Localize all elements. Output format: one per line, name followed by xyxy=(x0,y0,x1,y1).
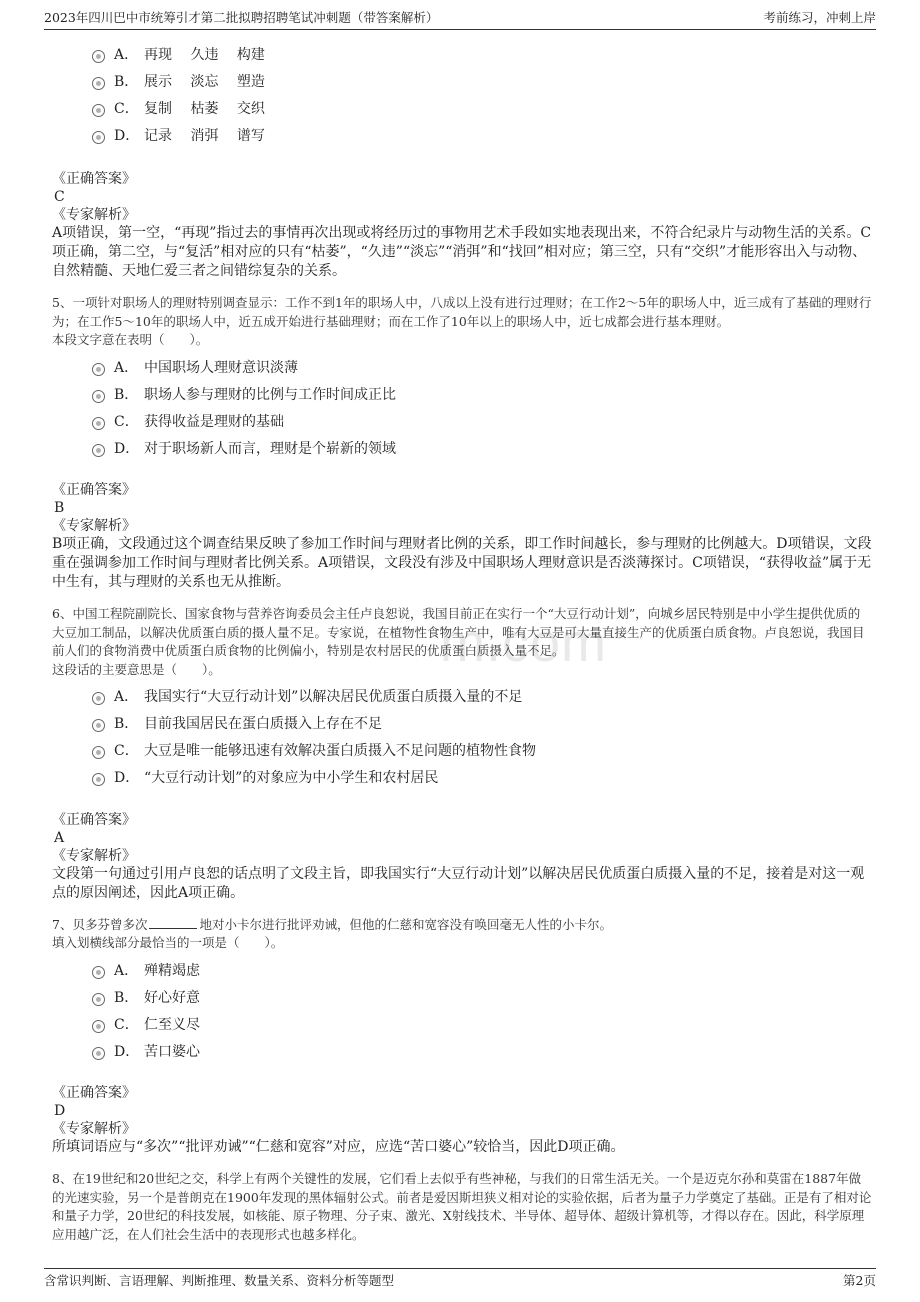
analysis-label: 《专家解析》 xyxy=(52,518,136,534)
q6-answer: A xyxy=(54,829,65,846)
radio-icon[interactable] xyxy=(92,1020,105,1033)
q6-options xyxy=(92,683,872,791)
q4-option-c[interactable]: C． 复制 枯萎 交织 xyxy=(92,94,872,121)
radio-icon[interactable] xyxy=(92,131,105,144)
radio-icon[interactable] xyxy=(92,1047,105,1060)
q7-analysis: 所填词语应与“多次”“批评劝诫”“仁慈和宽容”对应，应选“苦口婆心”较恰当，因此D项正确。 xyxy=(52,1139,625,1155)
q5-stem: 5、一项针对职场人的理财特别调查显示：工作不到1年的职场人中，八成以上没有进行过理财；在工作2～5年的职场人中，近三成有了基础的理财行为；在工作5～10年的职场人中，近五成开始进行基础理财；而在工作了10年以上的职场人中，近七成都会进行基本理财。 xyxy=(52,295,872,329)
q7-option-a[interactable]: A． 殚精竭虑 xyxy=(92,956,872,983)
answer-label: 《正确答案》 xyxy=(52,1085,136,1101)
page-header xyxy=(44,6,876,30)
q7-ask: 填入划横线部分最恰当的一项是（ ）。 xyxy=(52,935,284,950)
q7-option-d[interactable]: D． 苦口婆心 xyxy=(92,1037,872,1064)
radio-icon[interactable] xyxy=(92,77,105,90)
q5-answer: B xyxy=(54,500,65,516)
answer-label: 《正确答案》 xyxy=(52,811,136,828)
q6-analysis: 文段第一句通过引用卢良恕的话点明了文段主旨，即我国实行“大豆行动计划”以解决居民优质蛋白质摄入量的不足，接着是对这一观点的原因阐述，因此A项正确。 xyxy=(52,865,865,901)
q7-option-c[interactable]: C． 仁至义尽 xyxy=(92,1010,872,1037)
radio-icon[interactable] xyxy=(92,773,105,786)
radio-icon[interactable] xyxy=(92,363,105,376)
document-body xyxy=(52,36,872,1244)
q6-option-b[interactable]: B． 目前我国居民在蛋白质摄入上存在不足 xyxy=(92,710,872,737)
q5-options xyxy=(92,353,872,461)
q5-option-a[interactable]: A． 中国职场人理财意识淡薄 xyxy=(92,353,872,380)
radio-icon[interactable] xyxy=(92,746,105,759)
page-footer xyxy=(44,1268,876,1292)
radio-icon[interactable] xyxy=(92,417,105,430)
q7-answer: D xyxy=(54,1103,66,1119)
q5-option-b[interactable]: B． 职场人参与理财的比例与工作时间成正比 xyxy=(92,380,872,407)
radio-icon[interactable] xyxy=(92,50,105,63)
answer-label: 《正确答案》 xyxy=(52,482,136,498)
document-title: 2023年四川巴中市统筹引才第二批拟聘招聘笔试冲刺题（带答案解析） xyxy=(44,10,439,25)
header-slogan: 考前练习，冲刺上岸 xyxy=(763,10,876,25)
footer-categories: 含常识判断、言语理解、判断推理、数量关系、资料分析等题型 xyxy=(44,1273,395,1288)
analysis-label: 《专家解析》 xyxy=(52,1121,136,1137)
q4-option-b[interactable]: B． 展示 淡忘 塑造 xyxy=(92,67,872,94)
page-number: 第2页 xyxy=(843,1273,876,1288)
q4-option-d[interactable]: D． 记录 消弭 谱写 xyxy=(92,121,872,148)
q5-option-c[interactable]: C． 获得收益是理财的基础 xyxy=(92,407,872,434)
analysis-label: 《专家解析》 xyxy=(52,847,136,864)
radio-icon[interactable] xyxy=(92,719,105,732)
watermark: m.com xyxy=(440,613,607,673)
q4-answer: C xyxy=(54,189,65,205)
q4-options xyxy=(92,40,872,148)
q5-analysis: B项正确，文段通过这个调查结果反映了参加工作时间与理财者比例的关系，即工作时间越长，参与理财的比例越大。D项错误，文段重在强调参加工作时间与理财者比例关系。A项错误，文段没有涉及中国职场人理财意识是否淡薄探讨。C项错误，“获得收益”属于无中生有，其与理财的关系也无从推断。 xyxy=(52,536,872,590)
q7-option-b[interactable]: B． 好心好意 xyxy=(92,983,872,1010)
analysis-label: 《专家解析》 xyxy=(52,207,136,223)
q6-stem: 6、中国工程院副院长、国家食物与营养咨询委员会主任卢良恕说，我国目前正在实行一个“大豆行动计划”，向城乡居民特别是中小学生提供优质的大豆加工制品，以解决优质蛋白质的摄人量不足。专家说，在植物性食物生产中，唯有大豆是可大量直接生产的优质蛋白质食物。卢良恕说，我国目前人们的食物消费中优质蛋白质食物的比例偏小，特别是农村居民的优质蛋白质摄入量不足。 xyxy=(52,606,865,658)
radio-icon[interactable] xyxy=(92,390,105,403)
q6-option-a[interactable]: A． 我国实行“大豆行动计划”以解决居民优质蛋白质摄入量的不足 xyxy=(92,683,872,710)
q5-ask: 本段文字意在表明（ ）。 xyxy=(52,332,209,347)
radio-icon[interactable] xyxy=(92,692,105,705)
radio-icon[interactable] xyxy=(92,444,105,457)
q7-stem: 7、贝多芬曾多次 地对小卡尔进行批评劝诫，但他的仁慈和宽容没有唤回毫无人性的小卡尔。 xyxy=(52,916,612,932)
q7-options xyxy=(92,956,872,1064)
answer-label: 《正确答案》 xyxy=(52,171,136,187)
q8-stem: 8、在19世纪和20世纪之交，科学上有两个关键性的发展，它们看上去似乎有些神秘，与我们的日常生活无关。一个是迈克尔孙和莫雷在1887年做的光速实验，另一个是普朗克在1900年发现的黑体辐射公式。前者是爱因斯坦狭义相对论的实验依据，后者为量子力学奠定了基础。正是有了相对论和量子力学，20世纪的科技发展，如核能、原子物理、分子束、激光、X射线技术、半导体、超导体、超级计算机等，才得以存在。因此，科学原理应用越广泛，在人们社会生活中的表现形式也越多样化。 xyxy=(52,1171,872,1242)
radio-icon[interactable] xyxy=(92,104,105,117)
fill-in-blank xyxy=(149,917,197,929)
radio-icon[interactable] xyxy=(92,993,105,1006)
q5-option-d[interactable]: D． 对于职场新人而言，理财是个崭新的领域 xyxy=(92,434,872,461)
q6-ask: 这段话的主要意思是（ ）。 xyxy=(52,661,221,677)
q4-option-a[interactable]: A． 再现 久违 构建 xyxy=(92,40,872,67)
q4-analysis: A项错误，第一空，“再现”指过去的事情再次出现或将经历过的事物用艺术手段如实地表现出来，不符合纪录片与动物生活的关系。C项正确，第二空，与“复活”相对应的只有“枯萎”，“久违”“淡忘”“消弭”和“找回”相对应；第三空，只有“交织”才能形容出入与动物、自然精髓、天地仁爱三者之间错综复杂的关系。 xyxy=(52,225,872,279)
q6-option-d[interactable]: D． “大豆行动计划”的对象应为中小学生和农村居民 xyxy=(92,764,872,791)
q6-option-c[interactable]: C． 大豆是唯一能够迅速有效解决蛋白质摄入不足问题的植物性食物 xyxy=(92,737,872,764)
radio-icon[interactable] xyxy=(92,966,105,979)
